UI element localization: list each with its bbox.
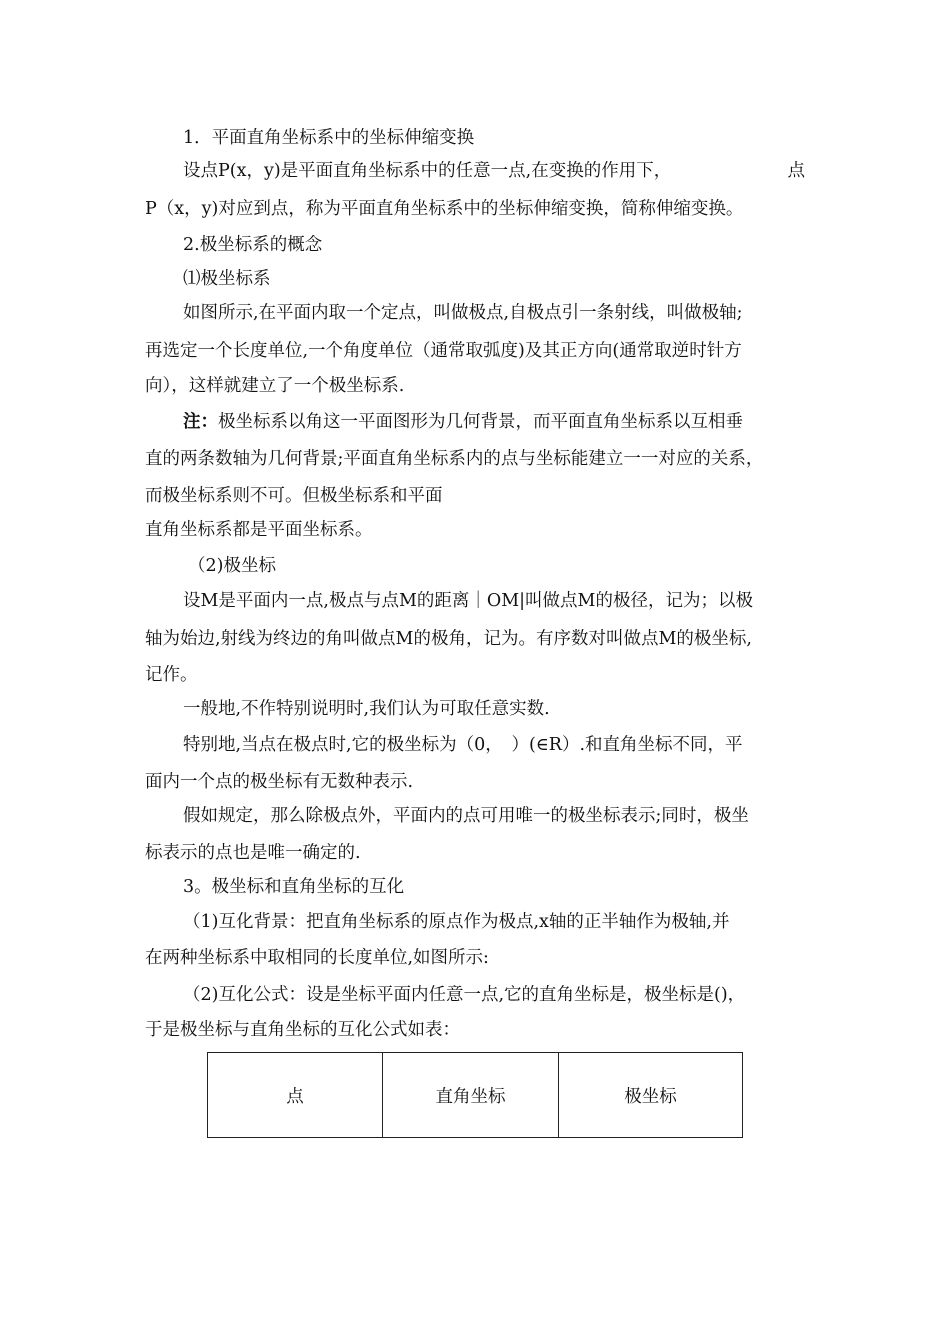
heading-2: 2.极坐标系的概念 — [183, 235, 323, 255]
paragraph-line: 在两种坐标系中取相同的长度单位,如图所示: — [145, 948, 489, 968]
paragraph-line: 轴为始边,射线为终边的角叫做点M的极角，记为。有序数对叫做点M的极坐标, — [145, 629, 752, 649]
table-header-cell: 直角坐标 — [383, 1053, 559, 1138]
paragraph-line: 面内一个点的极坐标有无数种表示. — [145, 772, 414, 792]
paragraph-line: 如图所示,在平面内取一个定点，叫做极点,自极点引一条射线，叫做极轴; — [183, 303, 743, 323]
table-header-cell: 点 — [208, 1053, 383, 1138]
subheading-polar-system: ⑴极坐标系 — [183, 269, 271, 289]
paragraph-line: 而极坐标系则不可。但极坐标系和平面 — [145, 486, 443, 506]
note-text: 极坐标系以角这一平面图形为几何背景，而平面直角坐标系以互相垂 — [218, 412, 743, 432]
heading-1: 1．平面直角坐标系中的坐标伸缩变换 — [183, 128, 475, 148]
note-line — [183, 410, 743, 434]
paragraph-line: 向），这样就建立了一个极坐标系. — [145, 376, 405, 396]
table-header-cell: 极坐标 — [559, 1053, 743, 1138]
paragraph-line: 假如规定，那么除极点外，平面内的点可用唯一的极坐标表示;同时，极坐 — [183, 806, 749, 826]
subheading-polar-coord: （2)极坐标 — [188, 556, 276, 576]
paragraph-line: 于是极坐标与直角坐标的互化公式如表： — [145, 1020, 460, 1040]
paragraph-line: 一般地,不作特别说明时,我们认为可取任意实数. — [183, 699, 550, 719]
paragraph-line — [183, 159, 805, 183]
conversion-table — [207, 1052, 743, 1138]
paragraph-line: 直的两条数轴为几何背景;平面直角坐标系内的点与坐标能建立一一对应的关系， — [145, 449, 764, 469]
paragraph-text: 设点P(x，y)是平面直角坐标系中的任意一点,在变换的作用下， — [183, 161, 672, 181]
paragraph-line: 直角坐标系都是平面坐标系。 — [145, 520, 373, 540]
paragraph-line: （2)互化公式：设是坐标平面内任意一点,它的直角坐标是，极坐标是()， — [183, 985, 746, 1005]
paragraph-line: （1)互化背景：把直角坐标系的原点作为极点,x轴的正半轴作为极轴,并 — [183, 912, 730, 932]
table-row — [208, 1053, 743, 1138]
paragraph-text: 点 — [787, 161, 805, 181]
note-label: 注： — [183, 412, 218, 432]
paragraph-line: 特别地,当点在极点时,它的极坐标为（0， ）(∈R）.和直角坐标不同，平 — [183, 735, 743, 755]
paragraph-line: 再选定一个长度单位,一个角度单位（通常取弧度)及其正方向(通常取逆时针方 — [145, 341, 742, 361]
paragraph-line: 标表示的点也是唯一确定的. — [145, 843, 361, 863]
paragraph-line: 设M是平面内一点,极点与点M的距离｜OM|叫做点M的极径，记为；以极 — [183, 591, 753, 611]
heading-3: 3。极坐标和直角坐标的互化 — [183, 877, 405, 897]
paragraph-line: P（x，y)对应到点，称为平面直角坐标系中的坐标伸缩变换，简称伸缩变换。 — [145, 199, 744, 219]
paragraph-line: 记作。 — [145, 665, 198, 685]
